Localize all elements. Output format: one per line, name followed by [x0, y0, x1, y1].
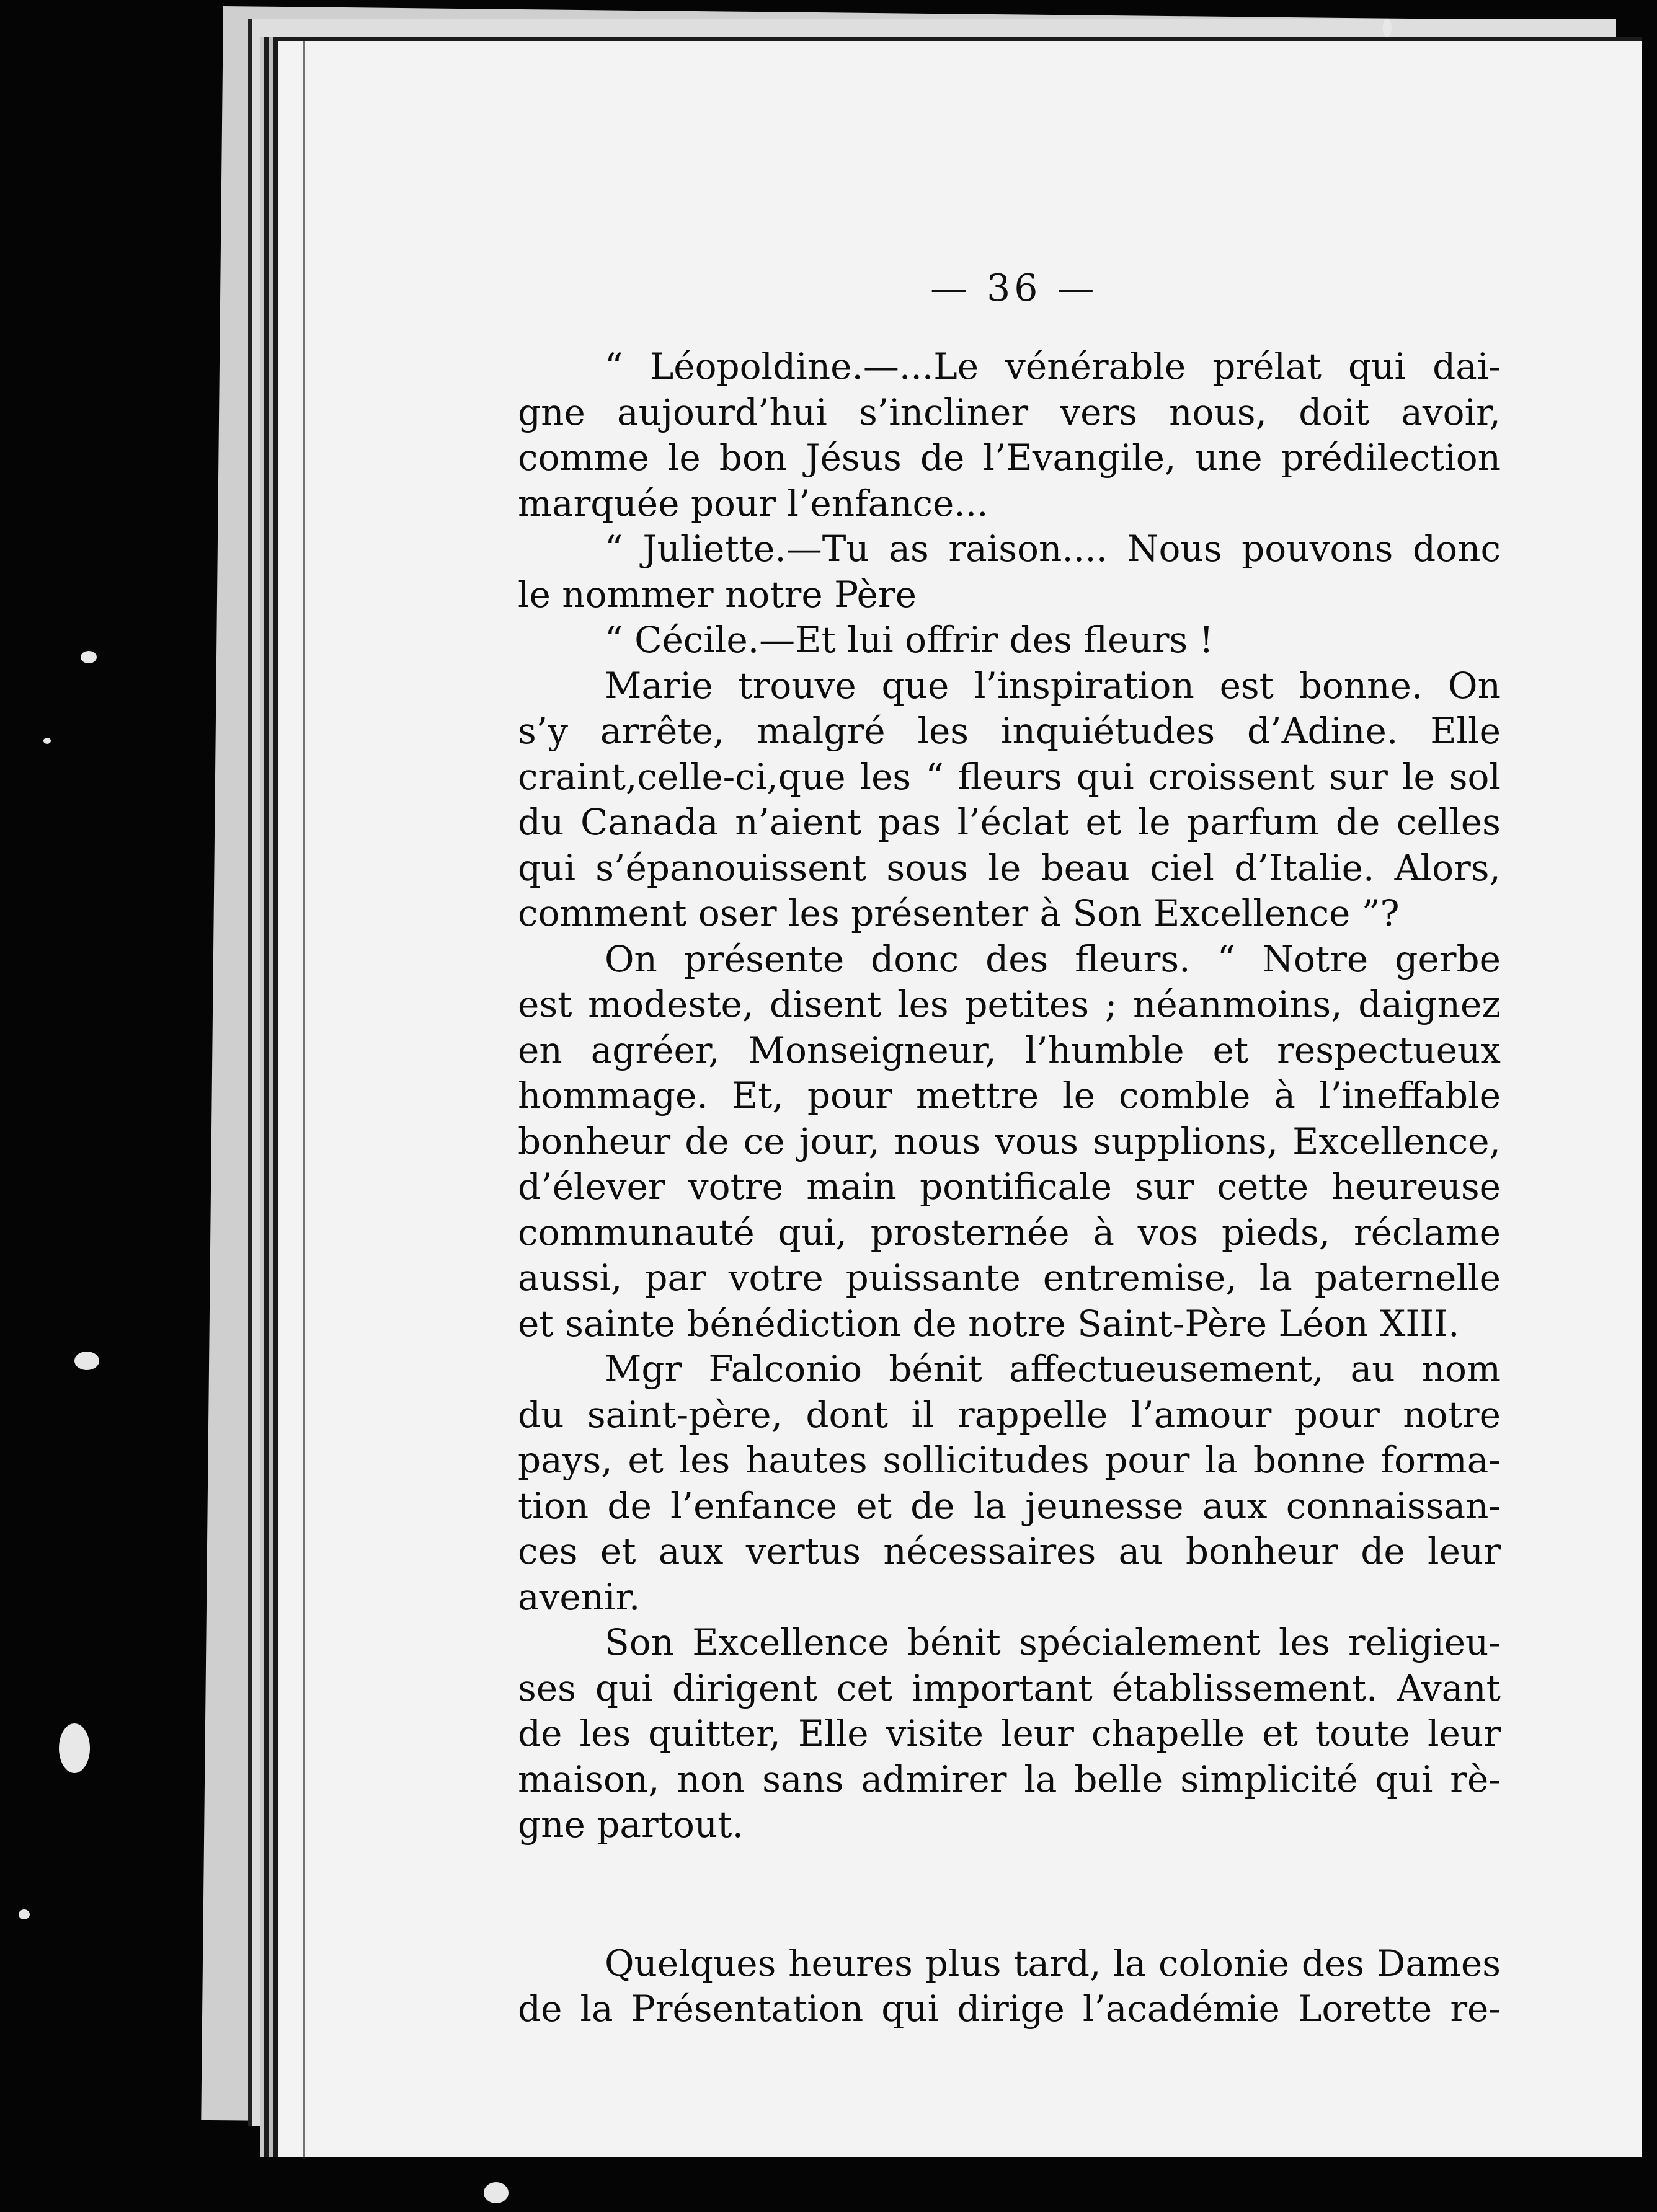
word: nécessaires [883, 1530, 1096, 1572]
word: la [1205, 1439, 1238, 1481]
word: fleurs. [1075, 937, 1191, 980]
word: supplions, [1093, 1120, 1279, 1162]
word: de [518, 1712, 562, 1754]
text-line [518, 1347, 1501, 1392]
word: fleurs [957, 755, 1062, 798]
word: la [1259, 1257, 1292, 1299]
word: nous, [1169, 391, 1267, 433]
word: par [644, 1257, 706, 1299]
word: l’amour [1131, 1393, 1272, 1436]
word: aux [658, 1530, 724, 1572]
section-gap [518, 1848, 1501, 1941]
text-line [518, 1073, 1501, 1119]
word: rappelle [957, 1393, 1108, 1436]
word: non [677, 1758, 745, 1800]
word: pas [877, 801, 941, 843]
word: une [1194, 436, 1263, 479]
word: il [911, 1393, 935, 1436]
word: qui [881, 1988, 940, 2030]
word: Marie [605, 664, 713, 707]
word: respectueux [1277, 1029, 1501, 1071]
text-line [518, 1757, 1501, 1803]
text-line [518, 846, 1501, 891]
text-line: et sainte bénédiction de notre Saint-Père Léon XIII. [518, 1302, 1460, 1345]
word: les [860, 755, 912, 798]
word: l’enfance [670, 1484, 837, 1527]
word: important [911, 1666, 1093, 1709]
word: néanmoins, [1132, 983, 1343, 1025]
text-line [518, 1164, 1501, 1210]
page-number: — 36 — [930, 267, 1098, 310]
word: de [910, 1484, 955, 1527]
word: aux [1202, 1484, 1268, 1527]
word: et [1085, 801, 1122, 843]
word: le [667, 436, 701, 479]
word: as [889, 528, 929, 570]
word: beau [1041, 846, 1130, 889]
word: jeunesse [1025, 1484, 1184, 1527]
word: prédilection [1281, 436, 1501, 479]
word: ces [518, 1530, 578, 1572]
text-line [518, 526, 1501, 572]
word: sol [1449, 755, 1501, 798]
word: Son [605, 1621, 675, 1663]
word: leur [1428, 1712, 1501, 1754]
word: de [685, 1120, 729, 1162]
text-line [518, 937, 1501, 983]
word: sollicitudes [882, 1439, 1090, 1481]
word: puissante [845, 1257, 1021, 1299]
word: “ [605, 345, 623, 387]
word: les [897, 983, 949, 1025]
text-line [518, 1028, 1501, 1074]
word: pour [1104, 1439, 1190, 1481]
word: Léopoldine.—...Le [649, 345, 979, 387]
word: n’aient [735, 801, 862, 843]
word: bénit [889, 1348, 982, 1390]
word: main [806, 1166, 897, 1208]
word: présente [683, 937, 845, 980]
word: ce [743, 1120, 785, 1162]
word: Mgr [605, 1348, 682, 1390]
word: pays, [518, 1439, 613, 1481]
text-line: gne partout. [518, 1803, 744, 1846]
word: arrête, [600, 710, 725, 752]
word: saint-père, [587, 1393, 783, 1436]
word: gerbe [1395, 937, 1501, 980]
word: des [985, 937, 1049, 980]
text-line [518, 754, 1501, 800]
word: Nous [1127, 528, 1222, 570]
word: de [518, 1988, 562, 2030]
word: est [518, 983, 572, 1025]
word: agréer, [590, 1029, 720, 1071]
word: et [600, 1530, 636, 1572]
word: la [1024, 1758, 1057, 1800]
word: prélat [1212, 345, 1322, 387]
word: jour, [799, 1120, 880, 1162]
word: bon [719, 436, 788, 479]
word: et [1212, 1029, 1249, 1071]
word: On [1448, 664, 1501, 707]
word: prosternée [870, 1211, 1070, 1254]
word: des [1301, 1942, 1365, 1984]
text-line: marquée pour l’enfance... [518, 482, 988, 524]
word: vertus [745, 1530, 861, 1572]
text-line [518, 1392, 1501, 1438]
word: vénérable [1005, 345, 1186, 387]
word: votre [688, 1166, 783, 1208]
word: au [1118, 1530, 1163, 1572]
word: le [1402, 755, 1435, 798]
text-line [518, 390, 1501, 436]
word: “ [1217, 937, 1236, 980]
text-line: comment oser les présenter à Son Excellence ”? [518, 892, 1400, 934]
word: d’Italie. [1234, 846, 1375, 889]
word: bonne [1253, 1439, 1366, 1481]
word: d’Adine. [1247, 710, 1398, 752]
text-line: avenir. [518, 1575, 641, 1618]
word: donc [871, 937, 959, 980]
word: Excellence [692, 1621, 889, 1663]
word: en [518, 1029, 562, 1071]
word: tion [518, 1484, 589, 1527]
word: spécialement [1018, 1621, 1261, 1663]
word: craint,celle-ci,que [518, 755, 846, 798]
word: quitter, [648, 1712, 781, 1754]
word: qui [1348, 345, 1406, 387]
word: sur [1328, 755, 1388, 798]
word: le [988, 846, 1021, 889]
word: Monseigneur, [748, 1029, 997, 1071]
word: s’y [518, 710, 568, 752]
word: Alors, [1394, 846, 1501, 889]
word: dont [806, 1393, 889, 1436]
word: et [856, 1484, 892, 1527]
text-line [518, 709, 1501, 754]
word: bonne. [1299, 664, 1423, 707]
word: affectueusement, [1009, 1348, 1324, 1390]
word: admirer [861, 1758, 1007, 1800]
word: vous [995, 1120, 1079, 1162]
word: croissent [1148, 755, 1315, 798]
word: tard, [1013, 1942, 1101, 1984]
word: pour [807, 1074, 893, 1117]
text-line: le nommer notre Père [518, 573, 917, 616]
word: sans [762, 1758, 844, 1800]
body-text [518, 344, 1501, 2032]
word: Excellence, [1292, 1120, 1501, 1162]
text-line [518, 982, 1501, 1028]
page-border-top [278, 37, 1642, 41]
word: nom [1421, 1348, 1501, 1390]
word: rè- [1450, 1758, 1501, 1800]
text-line [518, 1529, 1501, 1575]
word: les [917, 710, 969, 752]
word: de [920, 436, 965, 479]
text-line: “ Cécile.—Et lui offrir des fleurs ! [605, 619, 1214, 661]
text-line [518, 1711, 1501, 1757]
word: pieds, [1221, 1211, 1331, 1254]
word: l’inspiration [974, 664, 1194, 707]
word: vers [1060, 391, 1137, 433]
word: pour [1294, 1393, 1380, 1436]
word: pontificale [920, 1166, 1112, 1208]
word: connaissan- [1286, 1484, 1501, 1527]
word: avoir, [1401, 391, 1501, 433]
text-line [518, 663, 1501, 709]
word: visite [886, 1712, 984, 1754]
word: trouve [738, 664, 856, 707]
word: Jésus [806, 436, 902, 479]
word: plus [925, 1942, 1002, 1984]
word: mettre [916, 1074, 1039, 1117]
word: à [1274, 1074, 1295, 1117]
word: l’Evangile, [983, 436, 1176, 479]
word: bénit [907, 1621, 1001, 1663]
word: Canada [580, 801, 719, 843]
text-line [518, 1255, 1501, 1301]
word: cet [836, 1666, 892, 1709]
text-line [518, 1666, 1501, 1712]
word: modeste, [588, 983, 754, 1025]
word: qui [1076, 755, 1134, 798]
word: vos [1137, 1211, 1199, 1254]
word: hommage. [518, 1074, 708, 1117]
word: les [579, 1712, 631, 1754]
word: établissement. [1111, 1666, 1378, 1709]
word: et [1262, 1712, 1298, 1754]
text-line [518, 1941, 1501, 1987]
word: s’épanouissent [595, 846, 867, 889]
word: re- [1450, 1988, 1501, 2030]
word: l’humble [1024, 1029, 1184, 1071]
word: “ [605, 528, 623, 570]
page-border-left [303, 37, 305, 2157]
word: inquiétudes [1000, 710, 1215, 752]
word: au [1350, 1348, 1395, 1390]
word: forma- [1380, 1439, 1501, 1481]
word: notre [1403, 1393, 1501, 1436]
word: ses [518, 1666, 576, 1709]
word: pouvons [1242, 528, 1393, 570]
text-line [518, 1986, 1501, 2032]
word: dirigent [672, 1666, 817, 1709]
word: sous [886, 846, 969, 889]
word: que [881, 664, 949, 707]
word: qui [518, 846, 576, 889]
word: et [628, 1439, 664, 1481]
word: doit [1299, 391, 1370, 433]
word: dirige [957, 1988, 1065, 2030]
word: la [580, 1988, 613, 2030]
word: la [973, 1484, 1007, 1527]
word: communauté [518, 1211, 755, 1254]
word: le [1062, 1074, 1095, 1117]
word: comme [518, 436, 649, 479]
word: Notre [1262, 937, 1369, 980]
word: la [1113, 1942, 1147, 1984]
word: maison, [518, 1758, 660, 1800]
word: bonheur [1185, 1530, 1338, 1572]
word: aujourd’hui [617, 391, 827, 433]
word: religieu- [1348, 1621, 1501, 1663]
word: toute [1315, 1712, 1411, 1754]
word: à [1093, 1211, 1114, 1254]
word: d’élever [518, 1166, 665, 1208]
word: votre [728, 1257, 824, 1299]
word: entremise, [1042, 1257, 1237, 1299]
word: Avant [1397, 1666, 1501, 1709]
word: colonie [1158, 1942, 1290, 1984]
word: qui [595, 1666, 653, 1709]
word: réclame [1353, 1211, 1501, 1254]
text-line [518, 1438, 1501, 1484]
word: paternelle [1314, 1257, 1501, 1299]
word: hautes [745, 1439, 868, 1481]
word: On [605, 937, 657, 980]
text-line [518, 344, 1501, 390]
word: chapelle [1091, 1712, 1245, 1754]
text-line [518, 1620, 1501, 1666]
word: de [607, 1484, 652, 1527]
word: le [1137, 801, 1171, 843]
word: les [1278, 1621, 1330, 1663]
word: qui [1375, 1758, 1433, 1800]
word: Et, [731, 1074, 784, 1117]
text-line [518, 1119, 1501, 1165]
word: parfum [1187, 801, 1320, 843]
word: de [1361, 1530, 1405, 1572]
word: Quelques [605, 1942, 776, 1984]
word: Elle [797, 1712, 869, 1754]
word: est [1219, 664, 1274, 707]
word: heures [788, 1942, 913, 1984]
word: aussi, [518, 1257, 623, 1299]
text-line [518, 1210, 1501, 1256]
text-line [518, 435, 1501, 481]
word: heureuse [1331, 1166, 1501, 1208]
word: les [678, 1439, 731, 1481]
text-line [518, 1484, 1501, 1529]
word: “ [925, 755, 944, 798]
word: simplicité [1180, 1758, 1358, 1800]
word: belle [1074, 1758, 1163, 1800]
word: s’incliner [859, 391, 1029, 433]
word: celles [1396, 801, 1501, 843]
word: de [1335, 801, 1380, 843]
word: sur [1135, 1166, 1194, 1208]
word: Juliette.—Tu [642, 528, 869, 570]
word: raison.... [948, 528, 1108, 570]
word: leur [1428, 1530, 1501, 1572]
word: petites [964, 983, 1090, 1025]
word: Lorette [1297, 1988, 1433, 2030]
word: Falconio [708, 1348, 863, 1390]
word: qui, [778, 1211, 847, 1254]
word: ; [1104, 983, 1117, 1025]
word: l’ineffable [1318, 1074, 1501, 1117]
word: donc [1413, 528, 1501, 570]
word: Elle [1430, 710, 1501, 752]
text-line [518, 800, 1501, 846]
word: cette [1217, 1166, 1309, 1208]
word: nous [894, 1120, 981, 1162]
word: disent [769, 983, 882, 1025]
word: du [518, 801, 564, 843]
word: du [518, 1393, 564, 1436]
word: daignez [1358, 983, 1501, 1025]
word: l’éclat [957, 801, 1069, 843]
word: comble [1118, 1074, 1251, 1117]
word: dai- [1433, 345, 1501, 387]
word: l’académie [1082, 1988, 1280, 2030]
word: bonheur [518, 1120, 671, 1162]
word: Présentation [631, 1988, 864, 2030]
word: malgré [757, 710, 886, 752]
word: Dames [1376, 1942, 1501, 1984]
word: leur [1000, 1712, 1074, 1754]
word: ciel [1150, 846, 1214, 889]
word: gne [518, 391, 585, 433]
